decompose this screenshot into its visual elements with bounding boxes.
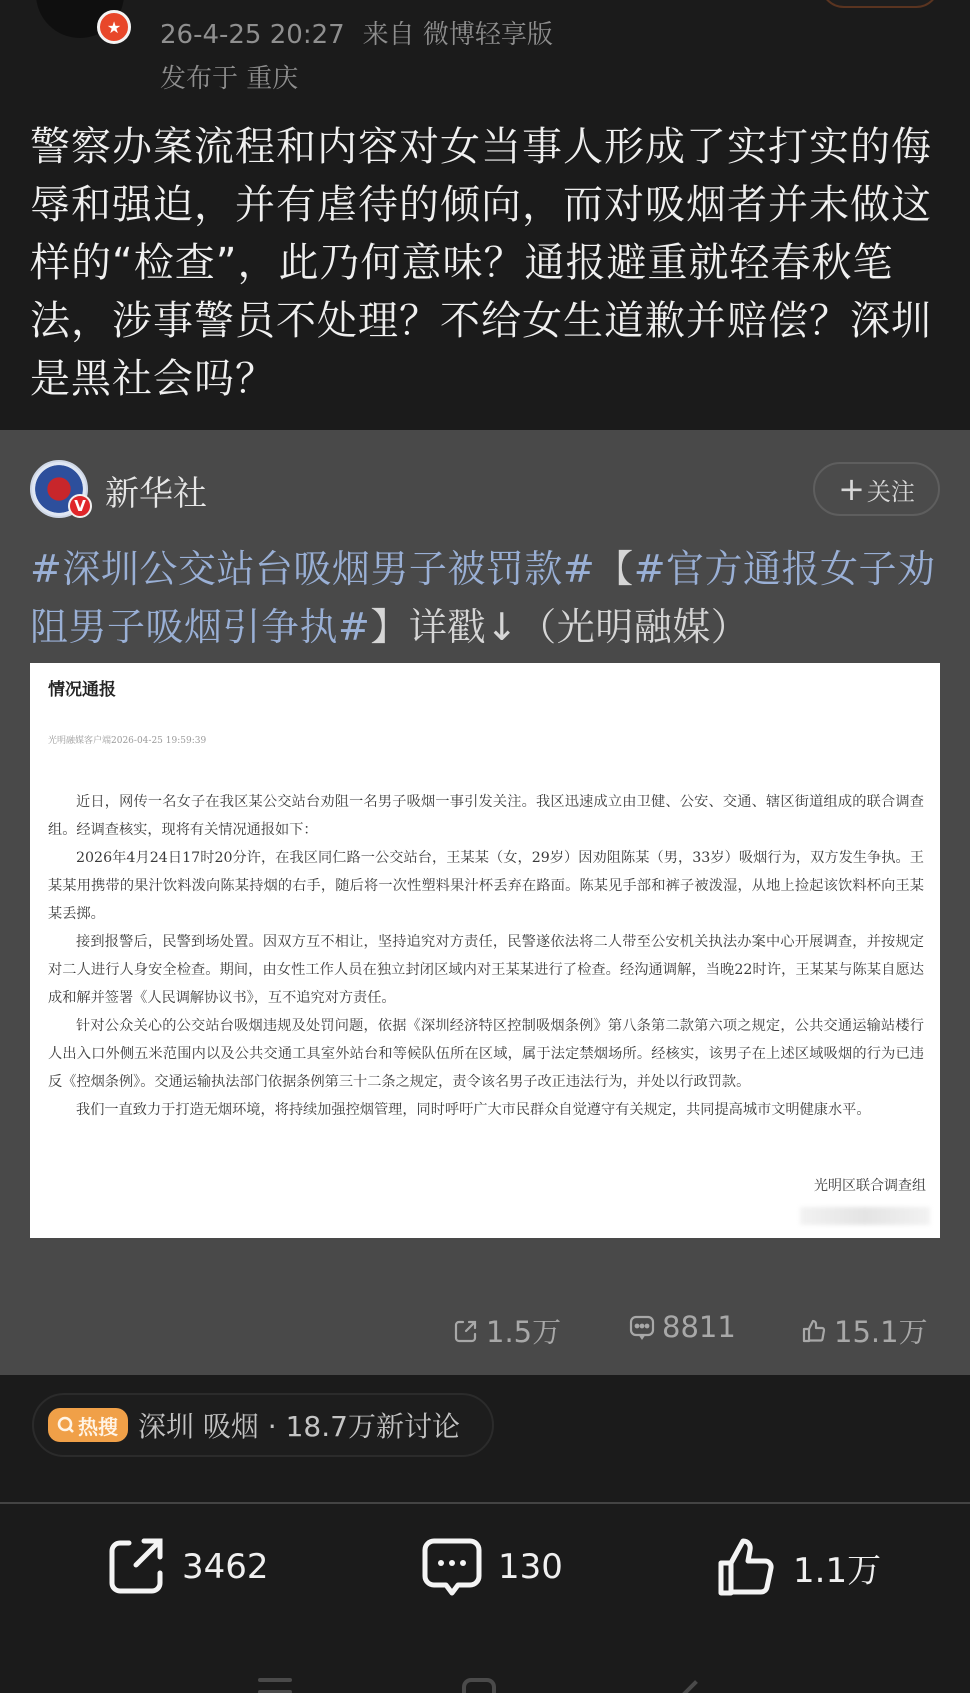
recent-apps-icon[interactable] [258, 1678, 292, 1693]
post-meta [160, 14, 553, 51]
topic-tag-1[interactable]: #深圳公交站台吸烟男子被罚款# [30, 547, 596, 591]
search-icon [56, 1415, 76, 1435]
follow-label: 关注 [866, 477, 915, 506]
notice-paragraph: 我们一直致力于打造无烟环境，将持续加强控烟管理，同时呼吁广大市民群众自觉遵守有关规定，共同提高城市文明健康水平。 [76, 1102, 871, 1118]
repost-text [30, 540, 945, 656]
bracket-close: 】 [370, 605, 409, 649]
plus-icon: + [838, 470, 865, 508]
notice-image[interactable] [30, 663, 940, 1238]
repost-comment-count: 8811 [662, 1310, 736, 1344]
repost-share-stat[interactable] [452, 1310, 561, 1351]
post-header [0, 0, 970, 110]
system-navigation-bar [0, 1670, 970, 1693]
notice-paragraph: 接到报警后，民警到场处置。因双方互不相让，坚持追究对方责任，民警遂依法将二人带至公安机关执法办案中心开展调查，并按规定对二人进行人身安全检查。期间，由女性工作人员在独立封闭区域内对王某某进行了检查。经沟通调解，当晚22时许，王某某与陈某自愿达成和解并签署《人民调解协议书》，互不追究对方责任。 [48, 934, 924, 1006]
repost-tail: 详戳↓（光明融媒） [408, 605, 750, 649]
notice-paragraph: 2026年4月24日17时20分许，在我区同仁路一公交站台，王某某（女，29岁）因劝阻陈某（男，33岁）吸烟行为，双方发生争执。王某某用携带的果汁饮料泼向陈某持烟的右手，随后将一次性塑料果汁杯丢弃在路面。陈某见手部和裤子被泼湿，从地上捡起该饮料杯向王某某丢掷。 [48, 850, 924, 922]
repost-like-stat[interactable] [800, 1310, 928, 1351]
comment-icon [420, 1535, 484, 1599]
share-icon [452, 1317, 480, 1345]
divider [0, 1502, 970, 1504]
share-icon [104, 1535, 168, 1599]
repost-like-count: 15.1万 [834, 1315, 928, 1349]
comment-button[interactable] [420, 1535, 563, 1599]
hot-search-text: 深圳 吸烟 · 18.7万新讨论 [138, 1410, 460, 1443]
post-text: 警察办案流程和内容对女当事人形成了实打实的侮辱和强迫，并有虐待的倾向，而对吸烟者并未做这样的“检查”，此乃何意味？通报避重就轻春秋笔法，涉事警员不处理？不给女生道歉并赔偿？深圳是黑社会吗？ [30, 124, 932, 402]
repost-count: 3462 [182, 1547, 269, 1587]
reposted-card[interactable] [0, 430, 970, 1375]
home-icon[interactable] [462, 1678, 496, 1693]
notice-paragraph: 针对公众关心的公交站台吸烟违规及处罚问题，依据《深圳经济特区控制吸烟条例》第八条第二款第六项之规定，公共交通运输站楼行人出入口外侧五米范围内以及公共交通工具室外站台和等候队伍所在区域，属于法定禁烟场所。经核实，该男子在上述区域吸烟的行为已违反《控烟条例》。交通运输执法部门依据条例第三十二条之规定，责令该名男子改正违法行为，并处以行政罚款。 [48, 1018, 924, 1090]
repost-comment-stat[interactable] [628, 1310, 736, 1344]
comment-icon [628, 1313, 656, 1341]
hot-search-badge: 热搜 [48, 1408, 128, 1442]
post-source[interactable]: 来自 微博轻享版 [362, 20, 553, 50]
repost-share-count: 1.5万 [486, 1315, 562, 1349]
notice-signature: 光明区联合调查组 [814, 1178, 926, 1194]
comment-count: 130 [498, 1547, 563, 1587]
post-location: 发布于 重庆 [160, 64, 299, 94]
hot-search-chip[interactable] [32, 1393, 494, 1457]
repost-button[interactable] [104, 1535, 269, 1599]
follow-button[interactable] [813, 462, 940, 516]
author-badge-star-icon: ★ [97, 10, 131, 44]
like-button[interactable] [715, 1535, 881, 1599]
notice-body [48, 788, 924, 1124]
follow-author-button[interactable] [820, 0, 940, 8]
notice-paragraph: 近日，网传一名女子在我区某公交站台劝阻一名男子吸烟一事引发关注。我区迅速成立由卫健、公安、交通、辖区街道组成的联合调查组。经调查核实，现将有关情况通报如下： [48, 794, 924, 838]
notice-source-line: 光明融媒客户端2026-04-25 19:59:39 [48, 736, 207, 746]
thumbs-up-icon [800, 1317, 828, 1345]
like-count: 1.1万 [793, 1550, 882, 1591]
repost-stats [0, 1310, 970, 1350]
post-time: 26-4-25 20:27 [160, 20, 345, 50]
thumbs-up-icon [715, 1535, 779, 1599]
post-actions-bar [0, 1535, 970, 1615]
back-icon[interactable] [678, 1680, 698, 1693]
notice-title: 情况通报 [48, 680, 116, 700]
topic-tag-2[interactable]: #官方通报女子劝阻男子吸烟引争执# [30, 547, 936, 649]
blurred-watermark [800, 1207, 930, 1225]
verified-v-icon: V [68, 494, 92, 518]
bracket-open: 【 [595, 547, 634, 591]
repost-author-name[interactable]: 新华社 [105, 474, 207, 514]
